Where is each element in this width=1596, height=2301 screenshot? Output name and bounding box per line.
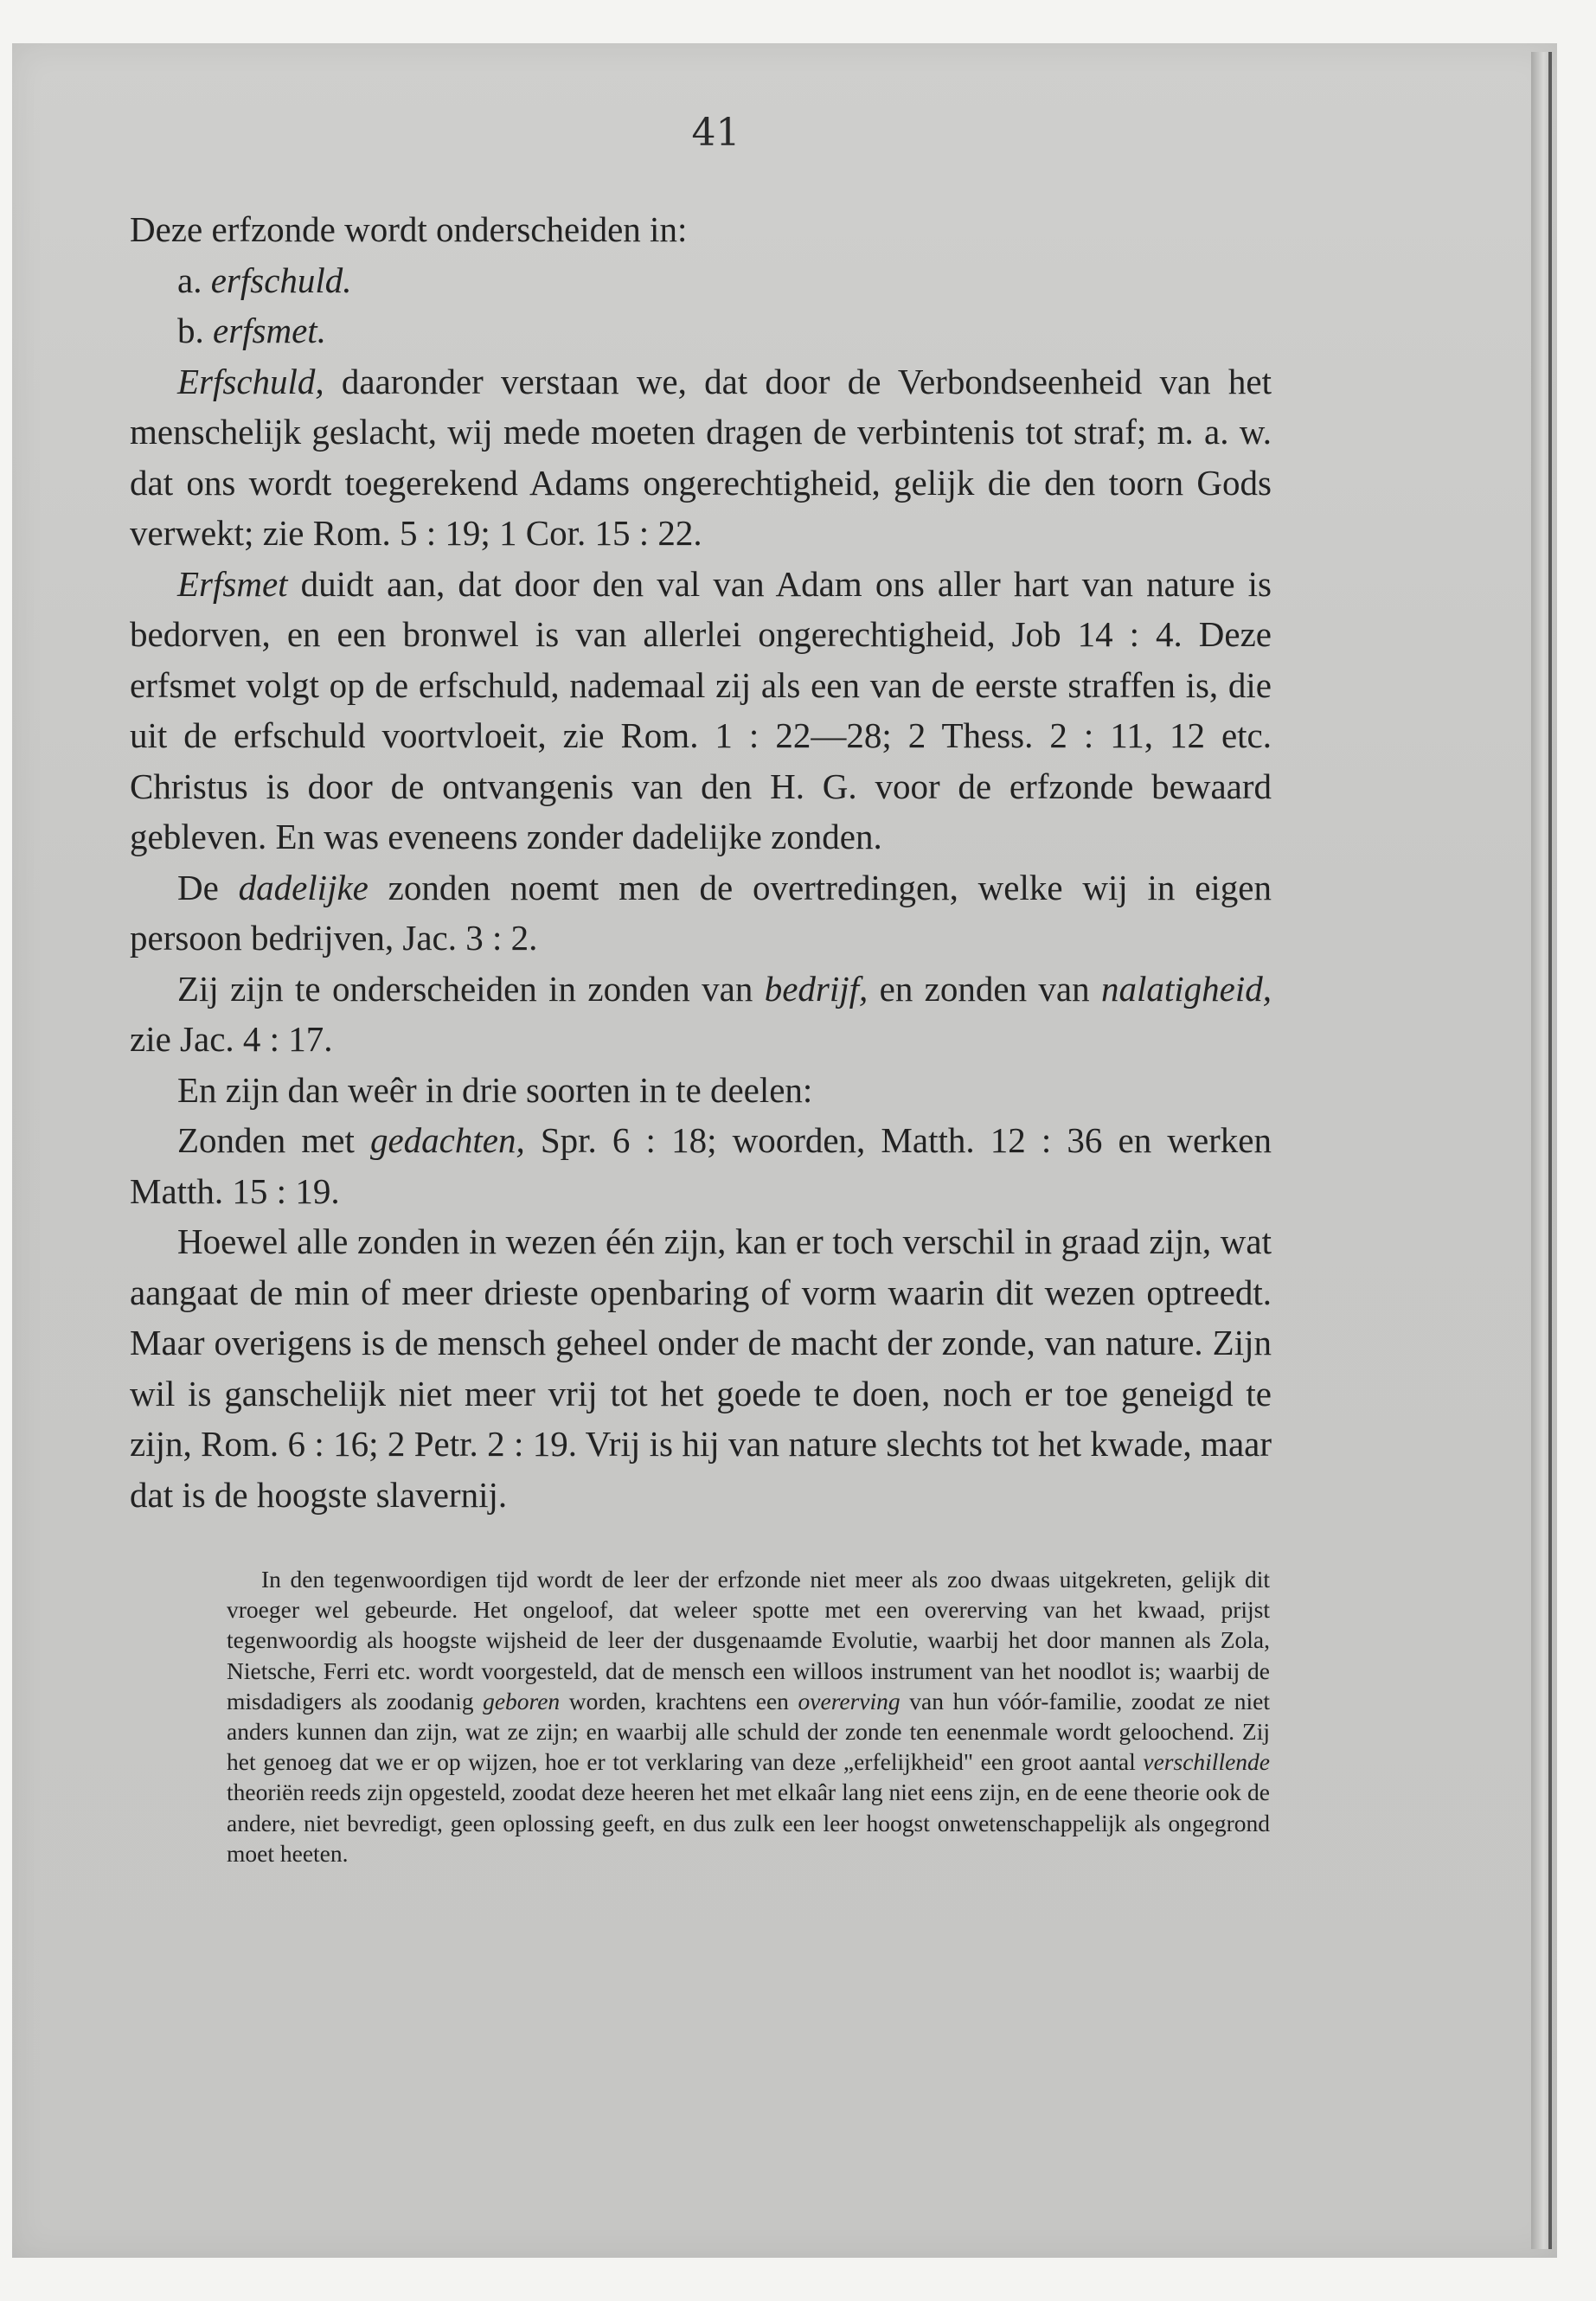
page-number: 41 bbox=[691, 111, 740, 155]
italic-term: gedachten, bbox=[369, 1120, 525, 1160]
page-gutter-line bbox=[1548, 52, 1552, 2249]
footnote-text: In den tegenwoordigen tijd wordt de leer der erfzonde niet meer als zoo dwaas uitgekreten, gelijk dit vroeger wel gebeurde. Het ongeloof, dat weleer spotte met een overerving van het kwaad, prijst tegenwoordig als hoogste wijsheid de leer der dusgenaamde Evolutie, waarbij het door mannen als Zola, Nietsche, Ferri etc. wordt voorgesteld, dat de mensch een willoos instrument van het noodlot is; waarbij de misdadigers als zoodanig geboren worden, krachtens een overerving van hun vóór-familie, zoodat ze niet anders kunnen dan zijn, wat ze zijn; en waarbij alle schuld der zonde ten eenenmale wordt geloochend. Zij het genoeg dat we er op wijzen, hoe er tot verklaring van deze „erfelijkheid" een groot aantal verschillende theoriën reeds zijn opgesteld, zoodat deze heeren het met elkaâr lang niet eens zijn, en de eene theorie ook de andere, niet bevredigt, geen oplossing geeft, en dus zulk een leer hoogst onwetenschappelijk als ongegrond moet heeten. bbox=[227, 1566, 1270, 1867]
footnote bbox=[227, 1564, 1270, 1868]
italic-term: erfsmet. bbox=[213, 311, 326, 350]
list-item-a: a. erfschuld. bbox=[177, 260, 352, 300]
paragraph: Zij zijn te onderscheiden in zonden van bedrijf, en zonden van nalatigheid, zie Jac. 4 : 17. bbox=[130, 968, 1272, 1059]
list-item-b: b. erfsmet. bbox=[177, 311, 326, 350]
italic-term: geboren bbox=[483, 1687, 561, 1715]
paragraph: Erfschuld, daaronder verstaan we, dat door de Verbondseenheid van het menschelijk geslacht, wij mede moeten dragen de verbintenis tot straf; m. a. w. dat ons wordt toegerekend Adams ongerechtigheid, gelijk die den toorn Gods verwekt; zie Rom. 5 : 19; 1 Cor. 15 : 22. bbox=[130, 361, 1272, 553]
paragraph: Erfsmet duidt aan, dat door den val van Adam ons aller hart van nature is bedorven, en een bronwel is van allerlei ongerechtigheid, Job 14 : 4. Deze erfsmet volgt op de erfschuld, nademaal zij als een van de eerste straffen is, die uit de erfschuld voortvloeit, zie Rom. 1 : 22—28; 2 Thess. 2 : 11, 12 etc. Christus is door de ontvangenis van den H. G. voor de erfzonde bewaard gebleven. En was eveneens zonder dadelijke zonden. bbox=[130, 563, 1272, 856]
paragraph: Zonden met gedachten, Spr. 6 : 18; woorden, Matth. 12 : 36 en werken Matth. 15 : 19. bbox=[130, 1120, 1272, 1211]
italic-term: Erfschuld, bbox=[177, 361, 324, 401]
italic-term: dadelijke bbox=[238, 867, 369, 907]
italic-term: bedrijf, bbox=[764, 968, 869, 1009]
paragraph: De dadelijke zonden noemt men de overtredingen, welke wij in eigen persoon bedrijven, Jac. 3 : 2. bbox=[130, 867, 1272, 958]
italic-term: overerving bbox=[798, 1687, 901, 1715]
main-text bbox=[130, 204, 1272, 1520]
italic-term: nalatigheid, bbox=[1101, 968, 1272, 1009]
italic-term: verschillende bbox=[1143, 1748, 1270, 1776]
paragraph: Hoewel alle zonden in wezen één zijn, kan er toch verschil in graad zijn, wat aangaat de min of meer drieste openbaring of vorm waarin dit wezen optreedt. Maar overigens is de mensch geheel onder de macht der zonde, van nature. Zijn wil is ganschelijk niet meer vrij tot het goede te doen, noch er toe geneigd te zijn, Rom. 6 : 16; 2 Petr. 2 : 19. Vrij is hij van nature slechts tot het kwade, maar dat is de hoogste slavernij. bbox=[130, 1221, 1272, 1515]
paragraph: Deze erfzonde wordt onderscheiden in: bbox=[130, 209, 688, 249]
paragraph: En zijn dan weêr in drie soorten in te deelen: bbox=[177, 1069, 813, 1110]
italic-term: erfschuld. bbox=[210, 260, 352, 300]
italic-term: Erfsmet bbox=[177, 563, 288, 604]
